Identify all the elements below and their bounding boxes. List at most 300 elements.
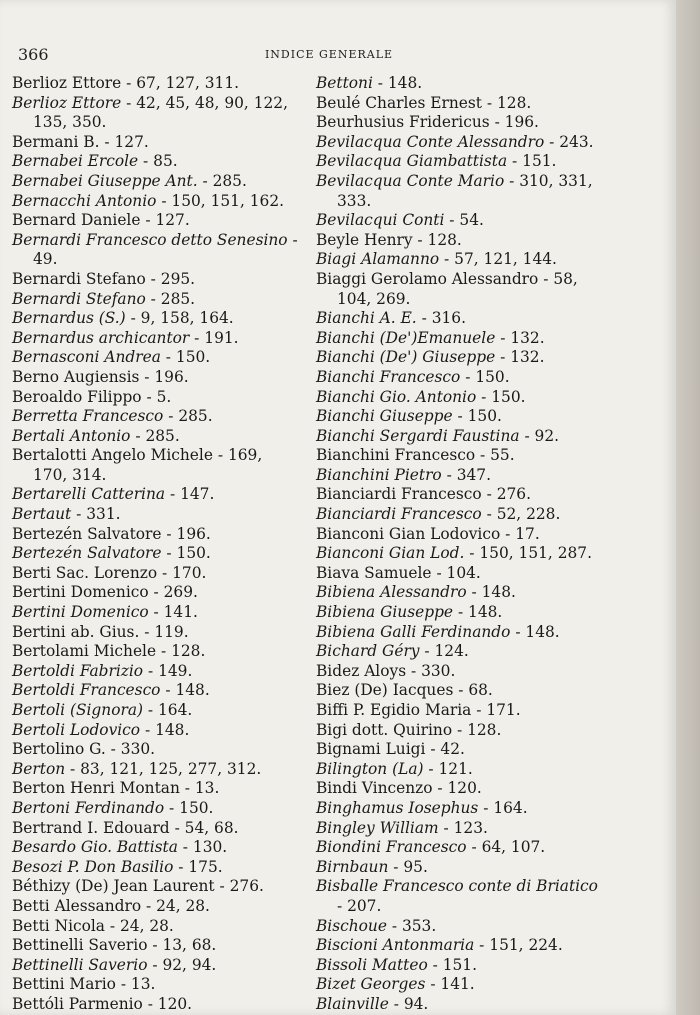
entry-page-refs: 120. (447, 779, 482, 798)
index-entry (316, 74, 608, 94)
entry-separator: - (441, 465, 457, 484)
entry-separator: - (177, 838, 193, 857)
entry-separator: - (214, 877, 230, 896)
entry-page-refs: 148. (155, 720, 190, 739)
entry-separator: - (65, 759, 81, 778)
entry-page-refs: 148. (481, 583, 516, 602)
index-entry (316, 231, 608, 251)
entry-page-refs: 148. (175, 681, 210, 700)
index-entry (12, 368, 298, 388)
index-column-right (316, 74, 608, 1015)
entry-separator: - (148, 583, 164, 602)
entry-separator: - (438, 818, 454, 837)
entry-separator: - (142, 994, 158, 1013)
index-entry (12, 94, 298, 133)
entry-name: Bettinelli Saverio (12, 936, 148, 955)
entry-name: Betti Nicola (12, 916, 105, 935)
entry-separator: - (157, 563, 173, 582)
index-entry (316, 427, 608, 447)
entry-separator: - (452, 720, 468, 739)
index-entry (12, 760, 298, 780)
entry-page-refs: 151. (442, 955, 477, 974)
entry-page-refs: 150, 151, 162. (171, 191, 285, 210)
entry-page-refs: 52, 228. (496, 505, 561, 524)
entry-separator: - (145, 289, 161, 308)
entry-separator: - (471, 701, 487, 719)
entry-separator: - (104, 916, 120, 935)
entry-page-refs: 42. (440, 740, 465, 759)
entry-name: Bianchi Gio. Antonio (316, 387, 477, 406)
entry-name: Bertoldi Fabrizio (12, 661, 144, 680)
entry-page-refs: 55. (490, 446, 515, 465)
entry-separator: - (141, 387, 157, 406)
entry-name: Beroaldo Filippo (12, 387, 142, 406)
entry-page-refs: 164. (158, 701, 193, 719)
entry-page-refs: 150. (491, 387, 526, 406)
entry-page-refs: 170. (172, 563, 207, 582)
entry-name: Biaggi Gerolamo Alessandro (316, 269, 539, 288)
entry-separator: - (431, 563, 447, 582)
entry-page-refs: 120. (157, 994, 193, 1013)
index-entry (12, 662, 298, 682)
entry-page-refs: 151, 224. (489, 936, 563, 955)
entry-page-refs: 58, 104, 269. (337, 269, 578, 308)
entry-page-refs: 128. (467, 720, 502, 739)
entry-name: Betti Alessandro (12, 896, 142, 915)
index-entry (316, 388, 608, 408)
entry-page-refs: 331. (86, 505, 121, 524)
entry-page-refs: 141. (440, 975, 475, 994)
entry-page-refs: 49. (33, 250, 58, 269)
entry-separator: - (147, 936, 163, 955)
index-entry (12, 838, 298, 858)
entry-page-refs: 54, 68. (184, 818, 239, 837)
entry-page-refs: 123. (453, 818, 488, 837)
index-entry (316, 309, 608, 329)
entry-name: Bissoli Matteo (316, 955, 428, 974)
entry-page-refs: 175. (188, 857, 223, 876)
entry-separator: - (189, 328, 205, 347)
index-entry (12, 211, 298, 231)
entry-name: Bertalotti Angelo Michele (12, 446, 213, 465)
entry-name: Bertini Domenico (12, 583, 149, 602)
entry-page-refs: 121. (438, 759, 473, 778)
entry-name: Bibiena Alessandro (316, 583, 467, 602)
entry-separator: - (145, 269, 161, 288)
entry-name: Bianchi (De')Emanuele (316, 328, 496, 347)
entry-name: Bianconi Gian Lodovico (316, 524, 501, 543)
index-entry (12, 858, 298, 878)
index-entry (12, 681, 298, 701)
entry-page-refs: 85. (153, 152, 178, 171)
index-entry (316, 270, 608, 309)
entry-name: Biondini Francesco (316, 838, 467, 857)
entry-page-refs: 196. (176, 524, 211, 543)
entry-separator: - (121, 74, 137, 92)
entry-separator: - (156, 642, 172, 661)
index-entry (12, 505, 298, 525)
entry-separator: - (139, 367, 155, 386)
entry-page-refs: 149. (158, 661, 193, 680)
entry-name: Binghamus Iosephus (316, 798, 479, 817)
index-entry (316, 779, 608, 799)
entry-page-refs: 141. (163, 603, 198, 622)
index-entry (12, 544, 298, 564)
entry-page-refs: 150. (475, 367, 510, 386)
index-entry (12, 642, 298, 662)
index-entry (316, 819, 608, 839)
index-entry (316, 662, 608, 682)
index-entry (316, 956, 608, 976)
entry-page-refs: 196. (154, 367, 189, 386)
index-entry (12, 172, 298, 192)
entry-page-refs: 150. (179, 798, 214, 817)
entry-page-refs: 207. (347, 896, 382, 915)
entry-page-refs: 276. (229, 877, 264, 896)
entry-page-refs: 57, 121, 144. (454, 250, 557, 269)
entry-page-refs: 92. (534, 426, 560, 445)
entry-page-refs: 285. (212, 171, 247, 190)
entry-page-refs: 269. (163, 583, 198, 602)
entry-name: Blainville (316, 994, 389, 1013)
index-entry (12, 329, 298, 349)
entry-name: Bertoli (Signora) (12, 701, 144, 719)
entry-separator: - (495, 328, 511, 347)
index-entry (316, 485, 608, 505)
entry-name: Bizet Georges (316, 975, 426, 994)
entry-separator: - (138, 152, 154, 171)
index-entry (316, 858, 608, 878)
entry-page-refs: 119. (154, 622, 189, 641)
entry-separator: - (140, 211, 156, 230)
entry-name: Bertoni Ferdinando (12, 798, 165, 817)
entry-separator: - (130, 426, 146, 445)
index-entry (316, 701, 608, 721)
entry-separator: - (160, 348, 176, 367)
entry-page-refs: 243. (559, 132, 594, 151)
entry-page-refs: 68. (468, 681, 493, 700)
index-entry (316, 721, 608, 741)
entry-page-refs: 171. (486, 701, 521, 719)
entry-page-refs: 124. (434, 642, 469, 661)
entry-page-refs: 128. (427, 230, 462, 249)
entry-separator: - (481, 485, 497, 504)
entry-separator: - (460, 367, 476, 386)
index-entry (12, 192, 298, 212)
entry-name: Berti Sac. Lorenzo (12, 563, 158, 582)
entry-name: Bingley William (316, 818, 439, 837)
entry-name: Bianconi Gian Lod. (316, 544, 465, 563)
entry-page-refs: 127. (114, 132, 149, 151)
entry-page-refs: 151. (522, 152, 557, 171)
index-entry (12, 348, 298, 368)
entry-separator: - (121, 93, 137, 112)
index-entry (316, 211, 608, 231)
entry-page-refs: 64, 107. (481, 838, 546, 857)
index-entry (12, 231, 298, 270)
index-entry (316, 94, 608, 114)
entry-name: Bernabei Giuseppe Ant. (12, 171, 198, 190)
entry-name: Bernardi Stefano (12, 269, 146, 288)
entry-name: Biagi Alamanno (316, 250, 440, 269)
entry-separator: - (143, 661, 159, 680)
entry-page-refs: 128. (171, 642, 206, 661)
entry-name: Bianchi Giuseppe (316, 407, 453, 426)
entry-separator: - (444, 211, 460, 230)
entry-separator: - (139, 622, 155, 641)
entry-name: Birnbaun (316, 857, 389, 876)
entry-page-refs: 13. (194, 779, 220, 798)
entry-name: Berton Henri Montan (12, 779, 180, 798)
entry-separator: - (179, 779, 195, 798)
entry-name: Bindi Vincenzo (316, 779, 433, 798)
index-entry (12, 290, 298, 310)
index-entry (316, 466, 608, 486)
entry-separator: - (173, 857, 189, 876)
entry-page-refs: 285. (160, 289, 196, 308)
entry-separator: - (510, 622, 526, 641)
entry-separator: - (337, 896, 348, 915)
entry-name: Besozi P. Don Basilio (12, 857, 174, 876)
entry-name: Bermani B. (12, 132, 100, 151)
page-edge (676, 0, 700, 1015)
entry-separator: - (453, 681, 469, 700)
entry-separator: - (432, 779, 448, 798)
entry-name: Berlioz Ettore (12, 93, 122, 112)
index-entry (316, 133, 608, 153)
entry-page-refs: 285. (145, 426, 180, 445)
entry-page-refs: 148. (525, 622, 560, 641)
index-entry (316, 446, 608, 466)
entry-separator: - (148, 603, 164, 622)
entry-separator: - (495, 348, 511, 367)
entry-name: Bevilacqua Conte Mario (316, 171, 505, 190)
entry-page-refs: 330. (421, 661, 456, 680)
entry-separator: - (287, 230, 298, 249)
entry-name: Bertoli Lodovico (12, 720, 141, 739)
index-column-left (12, 74, 298, 1015)
entry-page-refs: 5. (156, 387, 172, 406)
entry-name: Bernardus archicantor (12, 328, 190, 347)
entry-page-refs: 169, 170, 314. (33, 446, 263, 484)
index-entry (316, 623, 608, 643)
index-entry (12, 799, 298, 819)
entry-name: Bevilacqui Conti (316, 211, 445, 230)
entry-separator: - (412, 230, 428, 249)
entry-page-refs: 83, 121, 125, 277, 312. (80, 759, 262, 778)
index-entry (12, 564, 298, 584)
entry-separator: - (141, 896, 157, 915)
index-entry (12, 485, 298, 505)
entry-separator: - (163, 407, 179, 426)
entry-name: Biscioni Antonmaria (316, 936, 475, 955)
index-entry (12, 779, 298, 799)
entry-page-refs: 150. (467, 407, 502, 426)
index-entry (316, 348, 608, 368)
entry-name: Bertini ab. Gius. (12, 622, 140, 641)
entry-page-refs: 42, 45, 48, 90, 122, 135, 350. (33, 93, 288, 132)
entry-separator: - (466, 583, 482, 602)
entry-page-refs: 150, 151, 287. (479, 544, 592, 563)
index-entry (12, 152, 298, 172)
entry-page-refs: 285. (178, 407, 213, 426)
entry-separator: - (140, 720, 156, 739)
entry-name: Berlioz Ettore (12, 74, 122, 92)
index-entry (316, 603, 608, 623)
index-entry (12, 603, 298, 623)
index-entry (12, 975, 298, 995)
entry-name: Béthizy (De) Jean Laurent (12, 877, 215, 896)
index-entry (316, 544, 608, 564)
index-entry (316, 505, 608, 525)
entry-separator: - (99, 132, 115, 151)
entry-name: Bertolami Michele (12, 642, 157, 661)
entry-separator: - (453, 603, 469, 622)
index-entry (316, 250, 608, 270)
entry-separator: - (489, 113, 505, 132)
entry-separator: - (475, 446, 491, 465)
index-entry (316, 936, 608, 956)
entry-page-refs: 148. (387, 74, 423, 92)
index-entry (316, 760, 608, 780)
entry-name: Bianciardi Francesco (316, 485, 482, 504)
entry-name: Bianchi Sergardi Faustina (316, 426, 520, 445)
entry-separator: - (507, 152, 523, 171)
entry-name: Bianchi A. E. (316, 309, 417, 328)
entry-name: Berno Augiensis (12, 367, 140, 386)
entry-name: Bevilacqua Giambattista (316, 152, 508, 171)
index-entry (12, 936, 298, 956)
entry-separator: - (427, 955, 443, 974)
entry-page-refs: 196. (504, 113, 539, 132)
index-entry (316, 838, 608, 858)
index-entry (12, 407, 298, 427)
index-entry (316, 113, 608, 133)
entry-name: Berton (12, 759, 66, 778)
entry-name: Bernardus (S.) (12, 309, 126, 328)
entry-name: Bernabei Ercole (12, 152, 139, 171)
entry-separator: - (439, 250, 455, 269)
entry-separator: - (147, 955, 163, 974)
entry-separator: - (71, 505, 87, 524)
entry-page-refs: 128. (497, 93, 532, 112)
index-entry (12, 388, 298, 408)
entry-page-refs: 295. (160, 269, 196, 288)
index-entry (316, 917, 608, 937)
index-entry (316, 172, 608, 211)
entry-separator: - (160, 681, 176, 700)
page-number: 366 (18, 45, 49, 64)
index-entry (316, 583, 608, 603)
index-entry (12, 877, 298, 897)
entry-separator: - (544, 132, 560, 151)
entry-name: Biez (De) Iacques (316, 681, 454, 700)
index-entry (12, 995, 298, 1015)
entry-name: Bettóli Parmenio (12, 994, 143, 1013)
entry-separator: - (386, 916, 402, 935)
entry-page-refs: 67, 127, 311. (136, 74, 240, 92)
index-entry (12, 897, 298, 917)
entry-separator: - (156, 191, 172, 210)
entry-separator: - (519, 426, 535, 445)
entry-separator: - (388, 994, 404, 1013)
entry-name: Bernasconi Andrea (12, 348, 161, 367)
entry-separator: - (164, 798, 180, 817)
entry-separator: - (169, 818, 185, 837)
entry-name: Bertoldi Francesco (12, 681, 161, 700)
index-entry (12, 133, 298, 153)
entry-name: Berretta Francesco (12, 407, 164, 426)
entry-name: Bertezén Salvatore (12, 544, 162, 563)
index-entry (12, 74, 298, 94)
entry-separator: - (474, 936, 490, 955)
entry-name: Bichard Géry (316, 642, 420, 661)
entry-page-refs: 310, 331, 333. (337, 171, 593, 210)
entry-name: Bidez Aloys (316, 661, 407, 680)
entry-separator: - (452, 407, 468, 426)
entry-name: Bianchi Francesco (316, 367, 461, 386)
entry-separator: - (423, 759, 439, 778)
index-entry (316, 799, 608, 819)
entry-name: Bertali Antonio (12, 426, 131, 445)
entry-name: Beurhusius Fridericus (316, 113, 490, 132)
entry-name: Bigi dott. Quirino (316, 720, 453, 739)
index-entry (316, 642, 608, 662)
entry-separator: - (478, 798, 494, 817)
index-entry (316, 877, 608, 916)
entry-page-refs: 147. (180, 485, 215, 504)
index-entry (12, 623, 298, 643)
entry-name: Bianchini Francesco (316, 446, 476, 465)
entry-separator: - (419, 642, 435, 661)
entry-name: Bilington (La) (316, 759, 424, 778)
index-entry (12, 740, 298, 760)
entry-page-refs: 24, 28. (119, 916, 174, 935)
entry-separator: - (143, 701, 159, 719)
entry-name: Biffi P. Egidio Maria (316, 701, 472, 719)
entry-separator: - (372, 74, 388, 92)
index-entry (12, 917, 298, 937)
entry-separator: - (125, 309, 141, 328)
entry-separator: - (425, 975, 441, 994)
index-entry (12, 819, 298, 839)
index-entry (316, 152, 608, 172)
entry-name: Bernard Daniele (12, 211, 141, 230)
entry-name: Besardo Gio. Battista (12, 838, 178, 857)
entry-name: Bignami Luigi (316, 740, 426, 759)
index-entry (316, 995, 608, 1015)
entry-page-refs: 17. (515, 524, 540, 543)
entry-separator: - (538, 269, 554, 288)
entry-separator: - (165, 485, 181, 504)
index-entry (12, 701, 298, 721)
entry-page-refs: 191. (204, 328, 239, 347)
entry-separator: - (115, 975, 131, 994)
index-entry (316, 681, 608, 701)
entry-page-refs: 148. (468, 603, 503, 622)
entry-name: Bernardi Stefano (12, 289, 146, 308)
entry-name: Bertini Domenico (12, 603, 149, 622)
entry-separator: - (500, 524, 516, 543)
index-entry (316, 525, 608, 545)
index-entry (316, 740, 608, 760)
entry-separator: - (161, 524, 177, 543)
index-entry (12, 309, 298, 329)
entry-page-refs: 104. (446, 563, 481, 582)
running-title: INDICE GENERALE (264, 48, 394, 61)
entry-name: Bertolino G. (12, 740, 106, 759)
index-entry (12, 427, 298, 447)
